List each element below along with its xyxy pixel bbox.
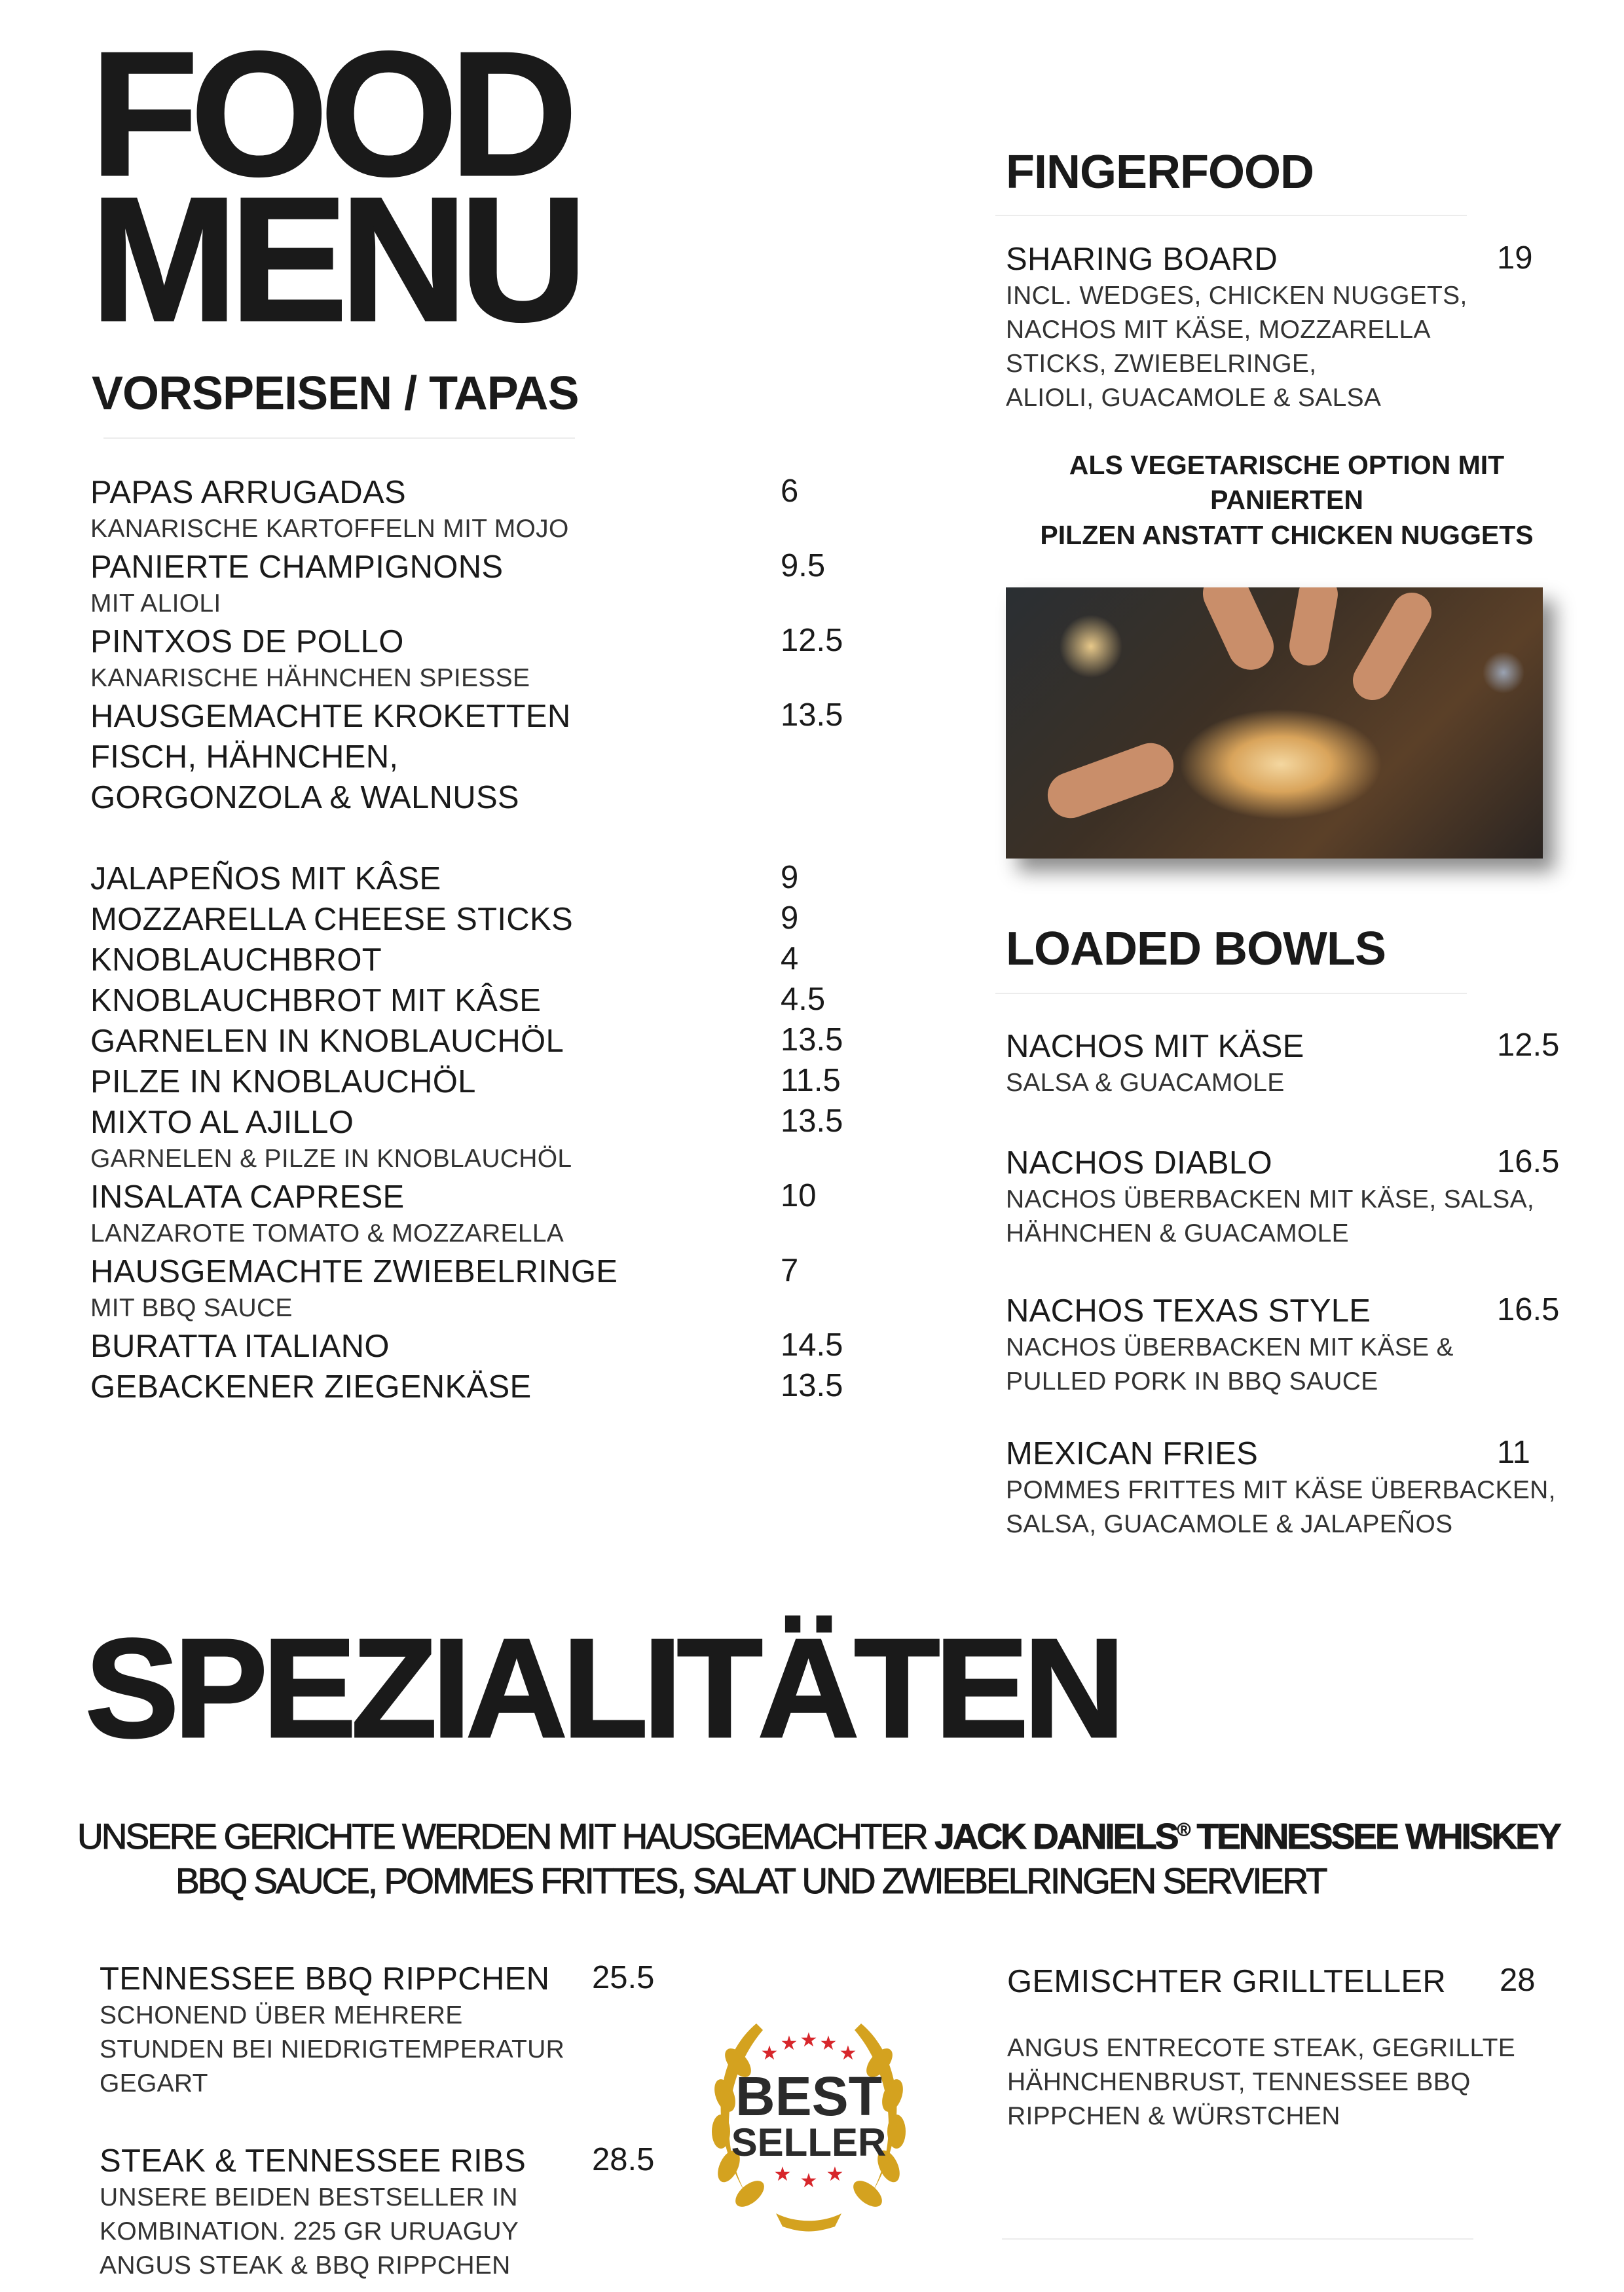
item-price: 4 <box>781 941 799 976</box>
item-price: 28.5 <box>592 2142 655 2177</box>
item-description: RIPPCHEN & WÜRSTCHEN <box>1007 2102 1340 2130</box>
item-price: 14.5 <box>781 1327 843 1363</box>
photo-hand <box>1286 587 1340 669</box>
item-description: GEGART <box>100 2069 208 2098</box>
food-photo <box>1006 587 1543 859</box>
brand-name: JACK DANIELS <box>934 1816 1177 1857</box>
item-name: MEXICAN FRIES <box>1006 1436 1259 1471</box>
svg-text:★: ★ <box>819 2032 838 2055</box>
item-name: KNOBLAUCHBROT <box>90 942 382 978</box>
item-price: 6 <box>781 473 799 509</box>
item-price: 13.5 <box>781 1368 843 1403</box>
svg-text:★: ★ <box>826 2163 844 2186</box>
item-description: HÄHNCHEN & GUACAMOLE <box>1006 1219 1349 1248</box>
svg-text:★: ★ <box>773 2163 792 2186</box>
item-name: PAPAS ARRUGADAS <box>90 475 406 510</box>
spezialitaeten-title: SPEZIALITÄTEN <box>85 1609 1120 1767</box>
item-name: GARNELEN IN KNOBLAUCHÖL <box>90 1024 564 1059</box>
item-description: POMMES FRITTES MIT KÄSE ÜBERBACKEN, <box>1006 1476 1556 1504</box>
svg-text:★: ★ <box>800 2170 818 2192</box>
item-description: HÄHNCHENBRUST, TENNESSEE BBQ <box>1007 2068 1471 2096</box>
item-price: 25.5 <box>592 1960 655 1995</box>
item-price: 9 <box>781 860 799 895</box>
best-seller-badge <box>678 1984 940 2246</box>
item-price: 7 <box>781 1253 799 1288</box>
vorspeisen-heading: VORSPEISEN / TAPAS <box>92 367 579 420</box>
item-price: 16.5 <box>1497 1144 1560 1179</box>
item-price: 11 <box>1497 1435 1530 1470</box>
subtitle-text: UNSERE GERICHTE WERDEN MIT HAUSGEMACHTER <box>77 1816 935 1857</box>
item-name: SHARING BOARD <box>1006 242 1278 277</box>
badge-line2: SELLER <box>731 2120 887 2164</box>
item-name: GEBACKENER ZIEGENKÄSE <box>90 1369 532 1405</box>
item-name: BURATTA ITALIANO <box>90 1329 390 1364</box>
item-description: LANZAROTE TOMATO & MOZZARELLA <box>90 1219 564 1248</box>
item-name: NACHOS DIABLO <box>1006 1145 1272 1181</box>
item-description: SCHONEND ÜBER MEHRERE <box>100 2001 463 2029</box>
item-price: 28 <box>1500 1963 1536 1998</box>
item-description: UNSERE BEIDEN BESTSELLER IN <box>100 2183 518 2211</box>
item-price: 13.5 <box>781 697 843 733</box>
photo-hand <box>1195 587 1281 677</box>
item-price: 16.5 <box>1497 1292 1560 1327</box>
photo-hand <box>1041 737 1180 824</box>
item-description: KOMBINATION. 225 GR URUAGUY <box>100 2217 519 2246</box>
item-description: MIT BBQ SAUCE <box>90 1294 293 1322</box>
note-line: ALS VEGETARISCHE OPTION MIT PANIERTEN <box>1069 450 1505 515</box>
item-description: ANGUS ENTRECOTE STEAK, GEGRILLTE <box>1007 2034 1516 2062</box>
item-name-line2: FISCH, HÄHNCHEN, <box>90 739 399 775</box>
item-description: KANARISCHE HÄHNCHEN SPIESSE <box>90 664 530 692</box>
item-name: NACHOS TEXAS STYLE <box>1006 1293 1371 1329</box>
item-description: INCL. WEDGES, CHICKEN NUGGETS, <box>1006 282 1467 310</box>
spezialitaeten-subtitle-line2: BBQ SAUCE, POMMES FRITTES, SALAT UND ZWIEBELRINGEN SERVIERT <box>175 1860 1326 1901</box>
svg-text:★: ★ <box>780 2032 798 2055</box>
item-description: MIT ALIOLI <box>90 589 221 618</box>
item-name: PINTXOS DE POLLO <box>90 624 404 659</box>
item-name: MOZZARELLA CHEESE STICKS <box>90 902 573 937</box>
item-price: 19 <box>1497 240 1533 276</box>
item-description: KANARISCHE KARTOFFELN MIT MOJO <box>90 515 569 543</box>
title-menu: MENU <box>90 161 580 358</box>
item-name: HAUSGEMACHTE ZWIEBELRINGE <box>90 1254 618 1289</box>
item-description: ANGUS STEAK & BBQ RIPPCHEN <box>100 2251 511 2280</box>
item-name: JALAPEÑOS MIT KÂSE <box>90 861 441 896</box>
item-description: STICKS, ZWIEBELRINGE, <box>1006 350 1317 378</box>
item-description: SALSA, GUACAMOLE & JALAPEÑOS <box>1006 1510 1453 1538</box>
item-price: 11.5 <box>781 1063 841 1098</box>
vorspeisen-divider <box>103 437 575 439</box>
item-description: NACHOS MIT KÄSE, MOZZARELLA <box>1006 316 1431 344</box>
item-name: KNOBLAUCHBROT MIT KÂSE <box>90 983 542 1018</box>
item-name-line3: GORGONZOLA & WALNUSS <box>90 780 519 815</box>
svg-text:★: ★ <box>839 2042 857 2065</box>
item-price: 12.5 <box>781 623 843 658</box>
photo-hand <box>1346 587 1439 707</box>
item-name: NACHOS MIT KÄSE <box>1006 1029 1304 1064</box>
item-name: STEAK & TENNESSEE RIBS <box>100 2143 526 2179</box>
item-price: 9 <box>781 900 799 936</box>
svg-text:★: ★ <box>800 2029 818 2052</box>
svg-text:★: ★ <box>760 2042 779 2065</box>
item-name: TENNESSEE BBQ RIPPCHEN <box>100 1961 550 1997</box>
item-name: PANIERTE CHAMPIGNONS <box>90 549 504 585</box>
item-price: 12.5 <box>1497 1027 1560 1063</box>
menu-item <box>90 473 406 513</box>
grillteller-divider <box>1002 2238 1473 2240</box>
item-description: NACHOS ÜBERBACKEN MIT KÄSE, SALSA, <box>1006 1185 1535 1213</box>
item-name: INSALATA CAPRESE <box>90 1179 405 1215</box>
fingerfood-heading: FINGERFOOD <box>1006 146 1314 198</box>
item-description: SALSA & GUACAMOLE <box>1006 1069 1285 1097</box>
title-food: FOOD <box>90 16 570 213</box>
note-line: PILZEN ANSTATT CHICKEN NUGGETS <box>1040 519 1534 550</box>
item-name: MIXTO AL AJILLO <box>90 1105 354 1140</box>
item-description: NACHOS ÜBERBACKEN MIT KÄSE & <box>1006 1333 1454 1361</box>
item-price: 13.5 <box>781 1022 843 1058</box>
badge-line1: BEST <box>735 2065 883 2127</box>
brand-suffix: TENNESSEE WHISKEY <box>1189 1816 1560 1857</box>
spezialitaeten-subtitle-line1 <box>77 1815 1560 1857</box>
item-price: 9.5 <box>781 548 826 583</box>
item-description: STUNDEN BEI NIEDRIGTEMPERATUR <box>100 2035 565 2063</box>
item-name: HAUSGEMACHTE KROKETTEN <box>90 699 571 734</box>
item-name: PILZE IN KNOBLAUCHÖL <box>90 1064 476 1100</box>
item-description: ALIOLI, GUACAMOLE & SALSA <box>1006 384 1382 412</box>
registered-mark: ® <box>1177 1819 1189 1840</box>
item-price: 13.5 <box>781 1103 843 1139</box>
vegetarian-note <box>995 448 1578 553</box>
loaded-bowls-heading: LOADED BOWLS <box>1006 923 1386 975</box>
item-description: PULLED PORK IN BBQ SAUCE <box>1006 1367 1378 1396</box>
loaded-bowls-divider <box>995 993 1467 994</box>
item-name: GEMISCHTER GRILLTELLER <box>1007 1964 1447 1999</box>
fingerfood-divider <box>995 215 1467 216</box>
item-price: 10 <box>781 1178 817 1213</box>
item-price: 4.5 <box>781 982 826 1017</box>
item-description: GARNELEN & PILZE IN KNOBLAUCHÖL <box>90 1145 572 1173</box>
